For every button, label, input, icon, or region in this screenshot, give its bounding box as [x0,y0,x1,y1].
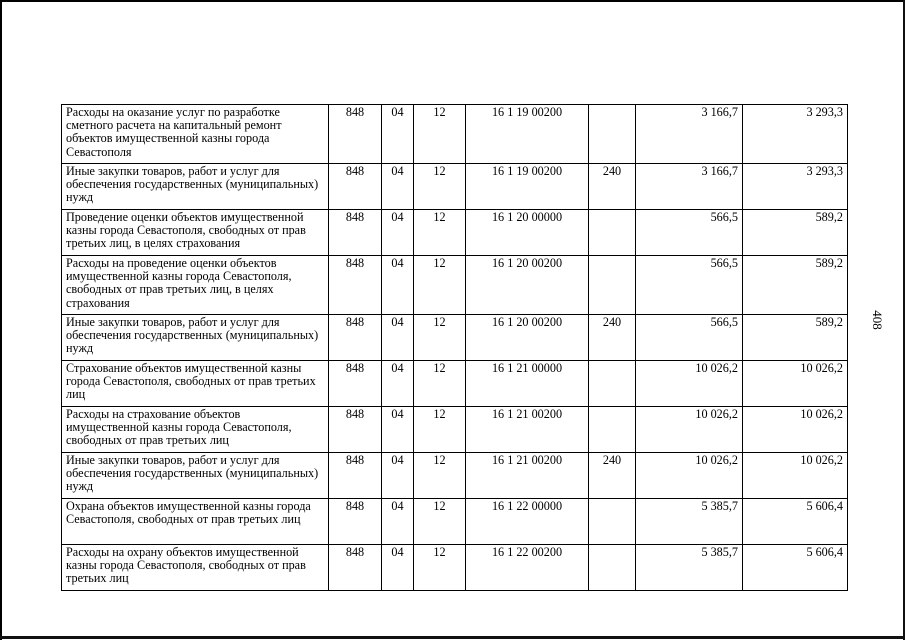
table-body [62,105,848,591]
row-name-cell: Расходы на страхование объектов имущественной казны города Севастополя, свободных от прав третьих лиц [62,407,329,453]
admin-code-cell: 848 [329,361,382,407]
section-code-cell: 04 [382,453,414,499]
amount-year-2-cell: 3 293,3 [743,105,848,164]
subsection-code-cell: 12 [414,361,466,407]
section-code-cell: 04 [382,545,414,591]
section-code-cell: 04 [382,256,414,315]
expense-type-code-cell [589,210,636,256]
expense-type-code-cell: 240 [589,164,636,210]
section-code-cell: 04 [382,210,414,256]
table-row [62,105,848,164]
target-article-code-cell: 16 1 21 00000 [466,361,589,407]
row-name-cell: Проведение оценки объектов имущественной казны города Севастополя, свободных от прав третьих лиц, в целях страхования [62,210,329,256]
table-row [62,164,848,210]
subsection-code-cell: 12 [414,545,466,591]
row-name-cell: Охрана объектов имущественной казны города Севастополя, свободных от прав третьих лиц [62,499,329,545]
table-row [62,453,848,499]
table-row [62,210,848,256]
section-code-cell: 04 [382,361,414,407]
target-article-code-cell: 16 1 21 00200 [466,453,589,499]
table-row [62,315,848,361]
target-article-code-cell: 16 1 22 00000 [466,499,589,545]
subsection-code-cell: 12 [414,453,466,499]
row-name-cell: Иные закупки товаров, работ и услуг для обеспечения государственных (муниципальных) нужд [62,315,329,361]
expense-type-code-cell [589,545,636,591]
expense-type-code-cell: 240 [589,315,636,361]
table-row [62,545,848,591]
expense-type-code-cell [589,361,636,407]
amount-year-2-cell: 10 026,2 [743,407,848,453]
admin-code-cell: 848 [329,164,382,210]
row-name-cell: Страхование объектов имущественной казны города Севастополя, свободных от прав третьих лиц [62,361,329,407]
section-code-cell: 04 [382,407,414,453]
scan-left-edge [0,0,2,640]
subsection-code-cell: 12 [414,210,466,256]
amount-year-2-cell: 5 606,4 [743,545,848,591]
row-name-cell: Иные закупки товаров, работ и услуг для обеспечения государственных (муниципальных) нужд [62,164,329,210]
subsection-code-cell: 12 [414,164,466,210]
amount-year-2-cell: 589,2 [743,210,848,256]
admin-code-cell: 848 [329,499,382,545]
amount-year-2-cell: 5 606,4 [743,499,848,545]
amount-year-2-cell: 3 293,3 [743,164,848,210]
section-code-cell: 04 [382,105,414,164]
target-article-code-cell: 16 1 20 00000 [466,210,589,256]
amount-year-1-cell: 10 026,2 [636,361,743,407]
scan-bottom-edge [0,636,905,639]
table-row [62,361,848,407]
admin-code-cell: 848 [329,545,382,591]
amount-year-1-cell: 5 385,7 [636,545,743,591]
amount-year-2-cell: 589,2 [743,256,848,315]
amount-year-1-cell: 566,5 [636,315,743,361]
table-row [62,499,848,545]
expense-type-code-cell: 240 [589,453,636,499]
amount-year-2-cell: 589,2 [743,315,848,361]
row-name-cell: Расходы на проведение оценки объектов имущественной казны города Севастополя, свободных от прав третьих лиц, в целях страхования [62,256,329,315]
admin-code-cell: 848 [329,453,382,499]
amount-year-1-cell: 566,5 [636,256,743,315]
target-article-code-cell: 16 1 20 00200 [466,315,589,361]
amount-year-1-cell: 566,5 [636,210,743,256]
target-article-code-cell: 16 1 20 00200 [466,256,589,315]
target-article-code-cell: 16 1 22 00200 [466,545,589,591]
target-article-code-cell: 16 1 19 00200 [466,164,589,210]
expense-type-code-cell [589,407,636,453]
expense-type-code-cell [589,256,636,315]
row-name-cell: Иные закупки товаров, работ и услуг для обеспечения государственных (муниципальных) нужд [62,453,329,499]
expense-type-code-cell [589,499,636,545]
admin-code-cell: 848 [329,105,382,164]
subsection-code-cell: 12 [414,407,466,453]
budget-expenditure-table [61,104,848,591]
subsection-code-cell: 12 [414,499,466,545]
amount-year-2-cell: 10 026,2 [743,453,848,499]
amount-year-2-cell: 10 026,2 [743,361,848,407]
table-row [62,407,848,453]
amount-year-1-cell: 3 166,7 [636,164,743,210]
amount-year-1-cell: 5 385,7 [636,499,743,545]
section-code-cell: 04 [382,164,414,210]
target-article-code-cell: 16 1 21 00200 [466,407,589,453]
expense-type-code-cell [589,105,636,164]
table-row [62,256,848,315]
section-code-cell: 04 [382,315,414,361]
target-article-code-cell: 16 1 19 00200 [466,105,589,164]
subsection-code-cell: 12 [414,105,466,164]
subsection-code-cell: 12 [414,315,466,361]
admin-code-cell: 848 [329,256,382,315]
admin-code-cell: 848 [329,210,382,256]
admin-code-cell: 848 [329,315,382,361]
scan-top-edge [0,0,905,2]
amount-year-1-cell: 3 166,7 [636,105,743,164]
page-number: 408 [870,310,885,330]
amount-year-1-cell: 10 026,2 [636,453,743,499]
row-name-cell: Расходы на оказание услуг по разработке сметного расчета на капитальный ремонт объектов имущественной казны города Севастополя [62,105,329,164]
section-code-cell: 04 [382,499,414,545]
admin-code-cell: 848 [329,407,382,453]
row-name-cell: Расходы на охрану объектов имущественной казны города Севастополя, свободных от прав третьих лиц [62,545,329,591]
amount-year-1-cell: 10 026,2 [636,407,743,453]
subsection-code-cell: 12 [414,256,466,315]
